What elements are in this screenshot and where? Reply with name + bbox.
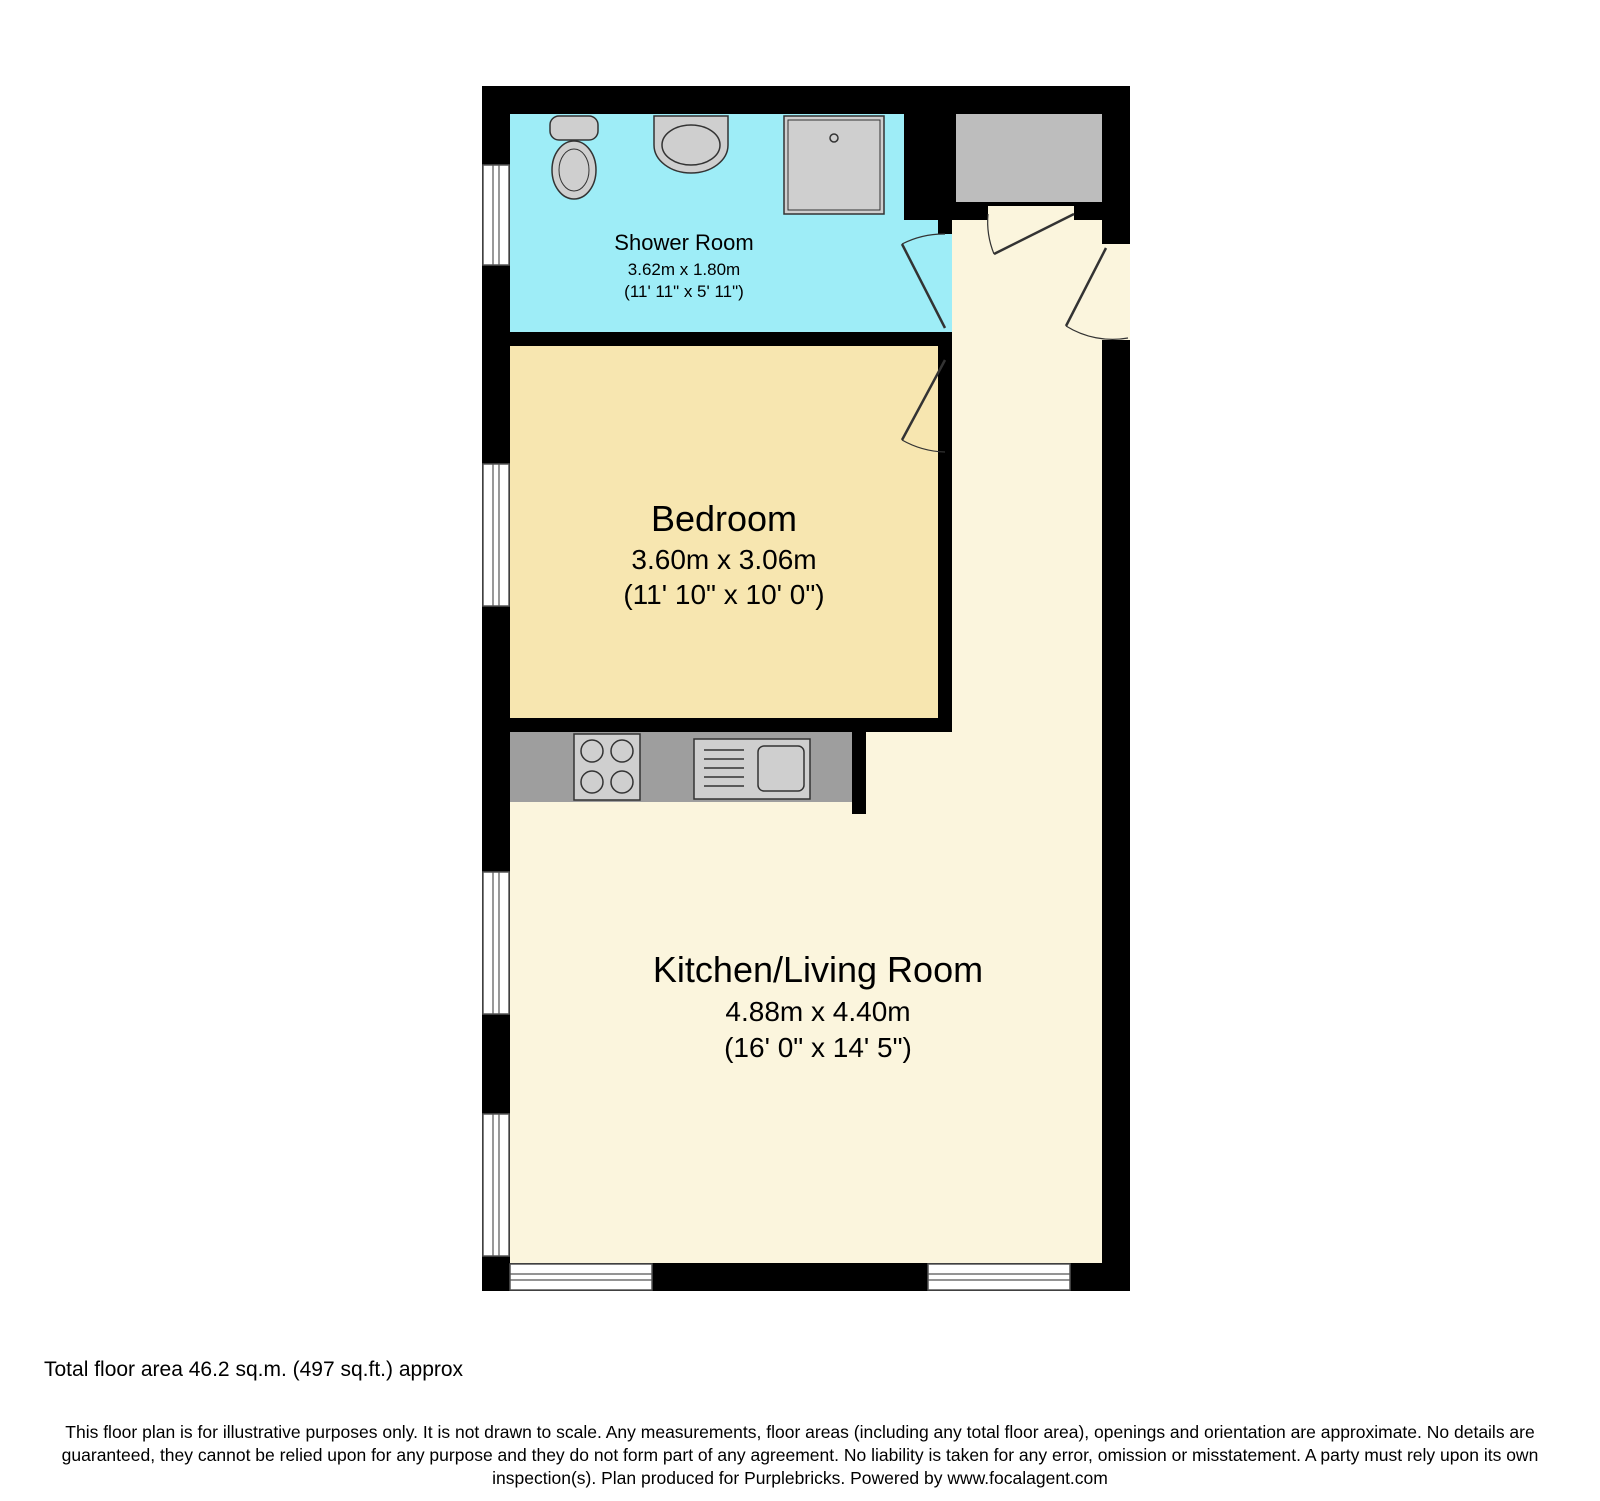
wall-shower-bedroom <box>510 332 952 346</box>
wall-shower-side <box>904 114 952 220</box>
hob-icon <box>574 734 640 800</box>
window-bedroom <box>483 464 509 606</box>
kitchen-living-name: Kitchen/Living Room <box>652 949 984 990</box>
wall-cupboard-base-right <box>1074 202 1102 220</box>
toilet-icon <box>550 116 598 199</box>
shower-room-name: Shower Room <box>614 230 754 255</box>
bedroom-metric: 3.60m x 3.06m <box>631 544 817 575</box>
shower-tray-icon <box>784 116 884 214</box>
wall-kitchen-end <box>852 732 866 814</box>
window-living-left-1 <box>483 872 509 1014</box>
wall-bedroom-hall <box>938 456 952 732</box>
entrance-opening <box>1102 244 1130 340</box>
wall-cupboard-base <box>952 202 988 220</box>
disclaimer: This floor plan is for illustrative purposes only. It is not drawn to scale. Any measurements, floor areas (including any total floor area), openings and orientation are approximate. No details are guaranteed, they cannot be relied upon for any purpose and they do not form part of any agreement. No liability is taken for any error, omission or misstatement. A party must rely upon its own inspection(s). Plan produced for Purplebricks. Powered by www.focalagent.com <box>61 1422 1539 1488</box>
storage-cupboard <box>956 114 1102 202</box>
shower-room-metric: 3.62m x 1.80m <box>627 260 741 279</box>
bedroom-name: Bedroom <box>650 498 798 539</box>
window-living-bottom-2 <box>928 1264 1070 1290</box>
wall-bedroom-kitchen <box>510 718 952 732</box>
sink-icon <box>694 739 810 799</box>
shower-room-imperial: (11' 11" x 5' 11") <box>624 282 744 301</box>
window-shower <box>483 165 509 265</box>
kitchen-living-metric: 4.88m x 4.40m <box>725 996 911 1027</box>
wall-bedroom-hall-top <box>938 332 952 360</box>
kitchen-living-imperial: (16' 0" x 14' 5") <box>724 1032 912 1063</box>
window-living-left-2 <box>483 1114 509 1256</box>
window-living-bottom-1 <box>510 1264 652 1290</box>
wall-shower-stub <box>938 220 952 234</box>
basin-icon <box>654 116 728 173</box>
total-floor-area: Total floor area 46.2 sq.m. (497 sq.ft.) approx <box>44 1358 464 1381</box>
bedroom-imperial: (11' 10" x 10' 0") <box>623 579 825 610</box>
